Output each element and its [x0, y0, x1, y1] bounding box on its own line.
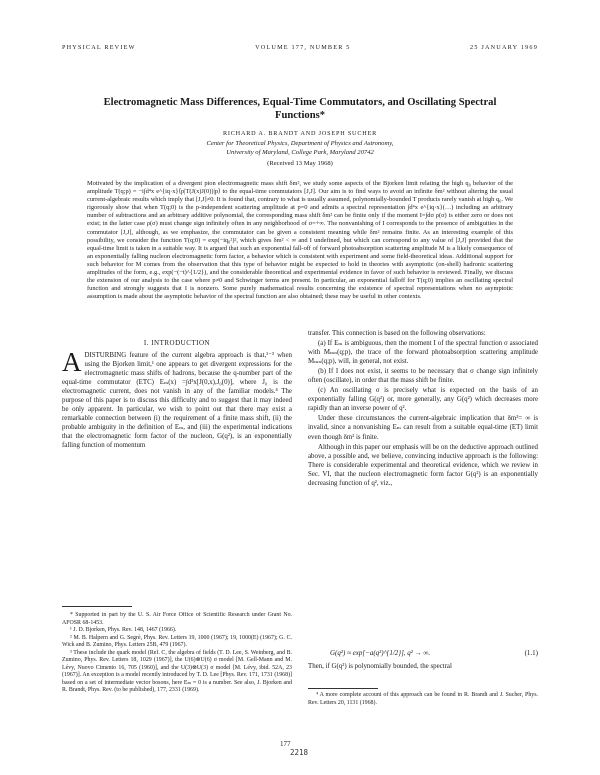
observation-c: (c) An oscillating σ is precisely what is expected on the basis of an exponentially falling G(q²) or, more generally, any G(q²) which decreases more rapidly than an inverse power of q².	[308, 387, 538, 413]
volume-number: VOLUME 177, NUMBER 5	[255, 44, 351, 51]
post-equation-text: Then, if G(q²) is polynomially bounded, the spectral	[308, 663, 452, 670]
footnote: ³ These include the quark model (Ref. C, the algebra of fields (T. D. Lee, S. Weinberg, and B. Zumino, Phys. Rev. Letters 18, 1029 (1967)], the U(6)⊗U(6) σ model [M. Gell-Mann and M. Lévy, Nuovo Cimento 16, 705 (1960)], and the U(3)⊗U(3) σ model [M. Lévy, ibid. 52A, 23 (1967)]. An exception is a model recently introduced by T. D. Lee [Phys. Rev. 171, 1731 (1968)] based on a set of intermediate vector bosons, here Eₘ = 0 is a number. See also, J. Bjorken and R. Brandt, Phys. Rev. (to be published), 177, 2331 (1969).	[62, 649, 292, 693]
right-column	[308, 329, 538, 647]
footnote: ² M. B. Halpern and G. Segrè, Phys. Rev. Letters 19, 1000 (1967); 19, 1000(E) (1967); G. C. Wick and B. Zumino, Phys. Letters 25B, 479 (1967).	[62, 634, 292, 648]
abstract: Motivated by the implication of a divergent pion electromagnetic mass shift δm², we study some aspects of the Bjorken limit relating the high q₀ behavior of the amplitude T(q;p) = −i∫d⁴x e^{iq·x}⟨p|T(J(x)J(0))|p⟩ to the equal-time commutators [J,J]. Our aim is to find ways to avoid an infinite δm² without altering the usual current-algebraic results which imply that [J,J]≠0. It is found that, contrary to what is usually assumed, polynomially-bounded T products rarely vanish at high q₀. We rigorously show that when T(q;0) is the p-independent scattering amplitude at p=0 and admits a spectral representation ∫d⁴x e^{iq·x}(…) including an arbitrary number of subtractions and an arbitrary additive polynomial, the corresponding mass shift δm² can be finite only if the moment I=∫dσ ρ(σ) is either zero or does not exist; in the latter case ρ(σ) must change sign infinitely often in any neighborhood of σ=+∞. The nonvanishing of I corresponds to the presence of ambiguities in the commutator [J,J], although, as we emphasize, the commutator can be given a consistent meaning while δm² remains finite. As an interesting example of this possibility, we consider the function T(q;0) = exp(−iq₀²)², which gives δm² < ∞ and I undefined, but which can correspond to any value of [J,J] provided that the equal-time limit is taken in a suitable way. It is argued that such an exponential fall-off of forward photoabsorption scattering amplitude M is a likely consequence of an exponentially falling nucleon electromagnetic form factor, a behavior which is consistent with experiment and some field-theoretical ideas. Additional support for such behavior for M comes from the observation that this type of behavior might be expected to hold in theories with asymptotic (on-shell) hadronic scattering amplitudes of the form, e.g., exp(−(−t)^{1/2}), and the considerable theoretical and experimental evidence in favor of such behavior is reviewed. Finally, we discuss the extension of our analysis to the case where p≠0 and Schwinger terms are present. In particular, an exponential falloff for T(q;0) implies an oscillating spectral function and strongly suggests that I is nonzero. Some purely mathematical results concerning the existence of spectral representations when no asymptotic assumption is made about the asymptotic behavior of the spectral function are also obtained; these may be useful in other contexts.	[87, 180, 513, 301]
paper-authors: RICHARD A. BRANDT AND JOSEPH SUCHER	[222, 130, 378, 137]
page-number: 177	[280, 740, 291, 748]
equation	[330, 649, 538, 657]
intro-paragraph: DISTURBING feature of the current algebra approach is that,¹⁻³ when using the Bjorken limit,¹ one appears to get divergent expressions for the electromagnetic mass shifts of hadrons, because the q-number part of the equal-time commutator (ETC) Eₘ(x) =∫d³x[J(0,x),J₀(0)], where J₀ is the electromagnetic current, does not vanish in any of the familiar models.⁴ The purpose of this paper is to discuss this difficulty and to suggest that it may indeed be only apparent. In particular, we wish to point out that there may exist a remarkable connection between (i) the requirement of a finite mass shift, (ii) the probable ambiguity in the definition of Eₘ, and (iii) the experimental indications that the electromagnetic form factor of the nucleon, G(q²), is an exponentially falling function of momentum	[62, 352, 292, 450]
right-paragraph: transfer. This connection is based on the following observations:	[308, 330, 486, 337]
footnote: ⁴ A more complete account of this approach can be found in R. Brandt and J. Sucher, Phys. Rev. Letters 20, 1131 (1968).	[308, 692, 538, 706]
page-stamp: 2218	[290, 748, 309, 757]
footnotes-left	[62, 612, 292, 752]
footnote: ¹ J. D. Bjorken, Phys. Rev. 148, 1467 (1966).	[70, 627, 177, 633]
footnotes-right	[308, 692, 538, 707]
affiliation-line: Center for Theoretical Physics, Department of Physics and Astronomy,	[206, 140, 394, 147]
footnote-divider	[62, 606, 132, 607]
journal-name: PHYSICAL REVIEW	[62, 44, 136, 51]
equation-body: G(q²) ≈ exp[−a(q²)^{1/2}], q² → ∞.	[330, 649, 431, 657]
equation-number: (1.1)	[524, 649, 538, 657]
affiliation	[0, 140, 600, 157]
issue-date: 25 JANUARY 1969	[470, 44, 538, 51]
observation-b: (b) If I does not exist, it seems to be necessary that σ change sign infinitely often (oscillate), in order that the mass shift be finite.	[308, 368, 538, 385]
section-heading: I. INTRODUCTION	[143, 339, 211, 347]
paper-title: Electromagnetic Mass Differences, Equal-Time Commutators, and Oscillating Spectral Functions*	[103, 97, 497, 121]
right-paragraph: Under these circumstances the current-algebraic implication that δm²= ∞ is invalid, since a nonvanishing Eₘ can result from a suitable equal-time (ET) limit even though δm² is finite.	[308, 415, 538, 441]
observation-a: (a) If Eₘ is ambiguous, then the moment I of the spectral function σ associated with Mₘₙ(q;p), the trace of the forward photoabsorption scattering amplitude Mₘₙ(q;p), will, in general, not exist.	[308, 340, 538, 366]
footnote: * Supported in part by the U. S. Air Force Office of Scientific Research under Grant No. AFOSR 68-1453.	[62, 612, 292, 626]
right-paragraph: Although in this paper our emphasis will be on the deductive approach outlined above, a possible and, we believe, convincing inductive approach is the following: There is considerable experimental and theoretical evidence, which we review in Sec. VI, that the nucleon electromagnetic form factor G(q²) is an exponentially decreasing function of q², viz.,	[308, 443, 538, 487]
drop-cap: A	[62, 351, 82, 377]
running-head	[62, 44, 538, 51]
affiliation-line: University of Maryland, College Park, Maryland 20742	[226, 148, 374, 156]
footnote-divider	[308, 688, 378, 689]
left-column	[62, 351, 292, 606]
received-date: (Received 13 May 1968)	[267, 160, 333, 167]
